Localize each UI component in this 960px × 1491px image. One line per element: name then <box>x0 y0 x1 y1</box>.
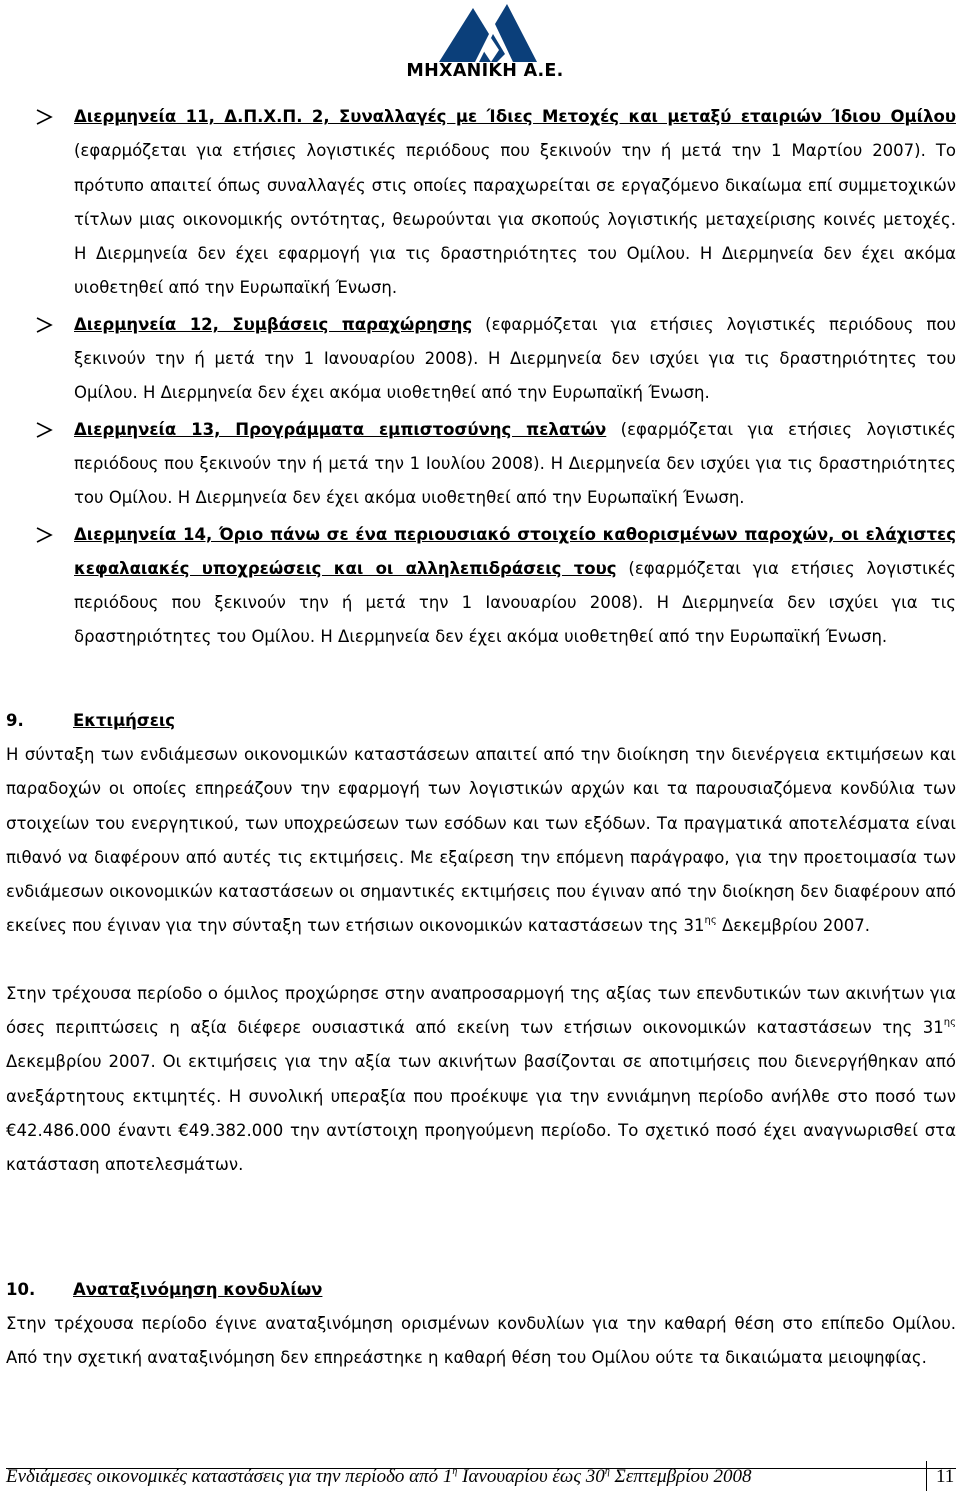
company-logo <box>385 4 585 80</box>
logo-text: ΜΗΧΑΝΙΚΗ Α.Ε. <box>406 61 564 81</box>
arrow-bullet-icon <box>34 526 54 544</box>
list-item <box>34 518 956 655</box>
list-item <box>34 100 956 306</box>
arrow-bullet-icon <box>34 108 54 126</box>
section-title: Εκτιμήσεις <box>73 711 176 730</box>
section-title: Αναταξινόμηση κονδυλίων <box>73 1280 323 1299</box>
paragraph: Στην τρέχουσα περίοδο έγινε αναταξινόμηση ορισμένων κονδυλίων για την καθαρή θέση στο επίπεδο Ομίλου. Από την σχετική αναταξινόμηση δεν επηρεάστηκε η καθαρή θέση του Ομίλου ούτε τα δικαιώματα μειοψηφίας. <box>6 1314 956 1368</box>
footer-text-part: Ιανουαρίου έως 30 <box>457 1466 605 1487</box>
ordinal-suffix: ης <box>943 1017 956 1029</box>
section-reclassification <box>6 1273 956 1376</box>
paragraph <box>6 738 956 944</box>
paragraph-text: Δεκεμβρίου 2007. <box>716 916 871 936</box>
interpretation-title: Διερμηνεία 14, Όριο πάνω σε ένα περιουσιακό στοιχείο καθορισμένων παροχών, οι ελάχιστες κεφαλαιακές υποχρεώσεις και οι αλληλεπιδράσεις τους <box>74 524 956 578</box>
arrow-bullet-icon <box>34 316 54 334</box>
section-number: 9. <box>6 711 24 730</box>
footer-text-part: Σεπτεμβρίου 2008 <box>609 1466 752 1487</box>
page-number: 11 <box>936 1466 955 1487</box>
interpretation-body: (εφαρμόζεται για ετήσιες λογιστικές περιόδους που ξεκινούν την ή μετά την 1 Ιανουαρίου 2008). Η Διερμηνεία δεν ισχύει για τις δραστηριότητες του Ομίλου. Η Διερμηνεία δεν έχει ακόμα υιοθετηθεί από την Ευρωπαϊκή Ένωση. <box>74 314 956 403</box>
interpretation-title: Διερμηνεία 12, Συμβάσεις παραχώρησης <box>74 314 473 334</box>
footer-caption <box>6 1466 751 1488</box>
footer-sup: η <box>604 1466 610 1477</box>
section-estimates <box>6 704 956 1183</box>
section-heading <box>6 1273 956 1307</box>
section-number: 10. <box>6 1280 36 1299</box>
footer-separator <box>926 1461 927 1491</box>
date-day: 31 <box>683 916 705 936</box>
paragraph-text: Η σύνταξη των ενδιάμεσων οικονομικών καταστάσεων απαιτεί από την διοίκηση την διενέργεια εκτιμήσεων και παραδοχών οι οποίες επηρεάζουν την εφαρμογή των λογιστικών αρχών και τα παρουσιαζόμενα κονδύλια των στοιχείων του ενεργητικού, των υποχρεώσεων των εσόδων και των εξόδων. Τα πραγματικά αποτελέσματα είναι πιθανό να διαφέρουν από αυτές τις εκτιμήσεις. Με εξαίρεση την επόμενη παράγραφο, για την προετοιμασία των ενδιάμεσων οικονομικών καταστάσεων οι σημαντικές εκτιμήσεις που έγιναν από την διοίκηση δεν διαφέρουν από εκείνες που έγιναν για την σύνταξη των ετήσιων οικονομικών καταστάσεων της <box>6 745 956 936</box>
paragraph-text: Στην τρέχουσα περίοδο ο όμιλος προχώρησε στην αναπροσαρμογή της αξίας των επενδυτικών των ακινήτων για όσες περιπτώσεις η αξία διέφερε ουσιαστικά από εκείνη των ετήσιων οικονομικών καταστάσεων της 31 <box>6 983 956 1038</box>
paragraph <box>6 977 956 1183</box>
footer-sup: η <box>452 1466 458 1477</box>
interpretations-list <box>34 100 956 655</box>
interpretation-body: (εφαρμόζεται για ετήσιες λογιστικές περιόδους που ξεκινούν την ή μετά την 1 Ιανουαρίου 2008). Η Διερμηνεία δεν ισχύει για τις δραστηριότητες του Ομίλου. Η Διερμηνεία δεν έχει ακόμα υιοθετηθεί από την Ευρωπαϊκή Ένωση. <box>74 558 956 647</box>
section-heading <box>6 704 956 738</box>
interpretation-title: Διερμηνεία 13, Προγράμματα εμπιστοσύνης πελατών <box>74 419 607 439</box>
footer-text-part: Ενδιάμεσες οικονομικές καταστάσεις για την περίοδο από 1 <box>6 1466 453 1487</box>
interpretation-title: Διερμηνεία 11, Δ.Π.Χ.Π. 2, Συναλλαγές με Ίδιες Μετοχές και μεταξύ εταιριών Ίδιου Ομίλου <box>74 107 956 126</box>
ordinal-suffix: ης <box>704 915 717 927</box>
paragraph-text: Δεκεμβρίου 2007. Οι εκτιμήσεις για την αξία των ακινήτων βασίζονται σε αποτιμήσεις που διενεργήθηκαν από ανεξάρτητους εκτιμητές. Η συνολική υπεραξία που προέκυψε για την εννιάμηνη περίοδο ανήλθε στο ποσό των €42.486.000 έναντι €49.382.000 την αντίστοιχη προηγούμενη περίοδο. Το σχετικό ποσό έχει αναγνωρισθεί στα κατάσταση αποτελεσμάτων. <box>6 1052 956 1175</box>
logo-mark-icon <box>433 4 537 62</box>
list-item <box>34 413 956 516</box>
arrow-bullet-icon <box>34 421 54 439</box>
list-item <box>34 308 956 411</box>
interpretation-body: (εφαρμόζεται για ετήσιες λογιστικές περιόδους που ξεκινούν την ή μετά την 1 Μαρτίου 2007). Το πρότυπο απαιτεί όπως συναλλαγές στις οποίες παραχωρείται σε εργαζόμενο δικαίωμα επί συμμετοχικών τίτλων μιας οικονομικής οντότητας, θεωρούνται για σκοπούς λογιστικής μεταχείρισης κοινές μετοχές. Η Διερμηνεία δεν έχει εφαρμογή για τις δραστηριότητες του Ομίλου. Η Διερμηνεία δεν έχει ακόμα υιοθετηθεί από την Ευρωπαϊκή Ένωση. <box>74 141 956 298</box>
interpretation-body: (εφαρμόζεται για ετήσιες λογιστικές περιόδους που ξεκινούν την ή μετά την 1 Ιουλίου 2008). Η Διερμηνεία δεν ισχύει για τις δραστηριότητες του Ομίλου. Η Διερμηνεία δεν έχει ακόμα υιοθετηθεί από την Ευρωπαϊκή Ένωση. <box>74 419 956 508</box>
